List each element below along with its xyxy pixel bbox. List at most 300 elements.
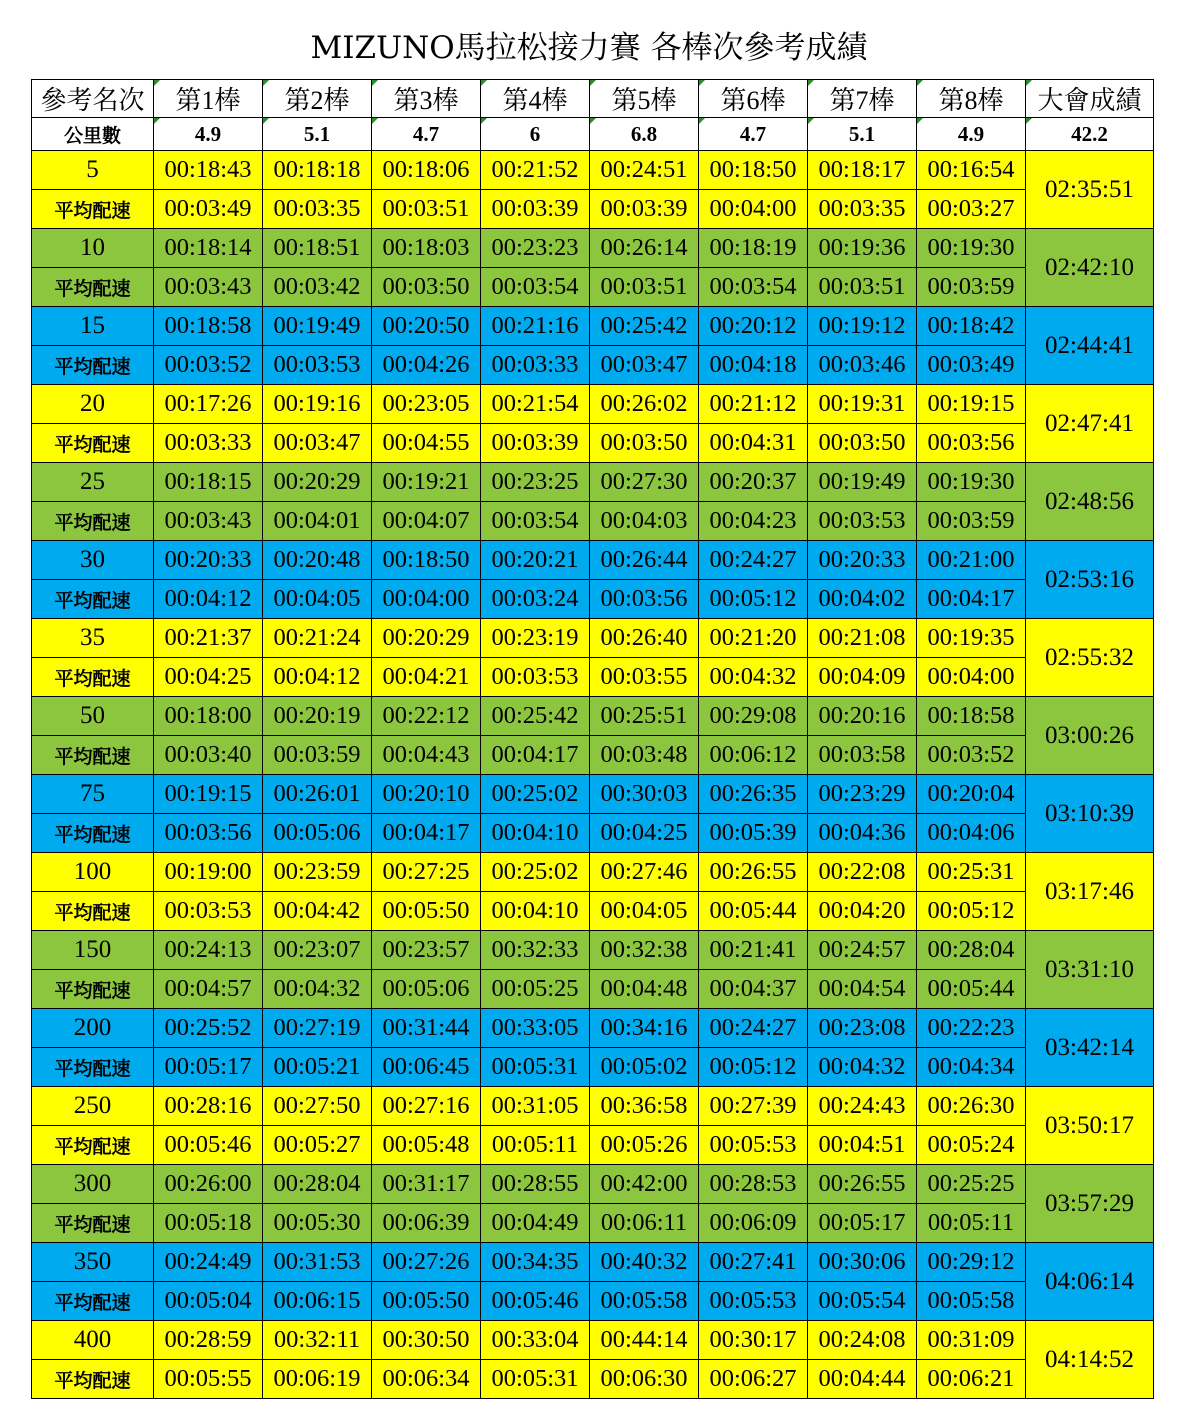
leg-time-cell: 00:21:24 [263, 619, 372, 658]
rank-pace-row [32, 736, 1154, 775]
header-cell: 第6棒 [699, 80, 808, 118]
pace-cell: 00:04:32 [808, 1048, 917, 1087]
pace-label: 平均配速 [32, 424, 154, 463]
rank-cell: 35 [32, 619, 154, 658]
rank-time-row [32, 229, 1154, 268]
pace-cell: 00:05:46 [481, 1282, 590, 1321]
header-cell: 第1棒 [154, 80, 263, 118]
rank-cell: 15 [32, 307, 154, 346]
pace-cell: 00:03:53 [263, 346, 372, 385]
distance-cell: 42.2 [1026, 118, 1154, 151]
leg-time-cell: 00:28:16 [154, 1087, 263, 1126]
rank-cell: 350 [32, 1243, 154, 1282]
rank-cell: 25 [32, 463, 154, 502]
pace-cell: 00:03:43 [154, 502, 263, 541]
pace-cell: 00:04:02 [808, 580, 917, 619]
pace-cell: 00:05:12 [699, 580, 808, 619]
leg-time-cell: 00:30:03 [590, 775, 699, 814]
leg-time-cell: 00:25:52 [154, 1009, 263, 1048]
pace-cell: 00:04:32 [699, 658, 808, 697]
pace-cell: 00:04:23 [699, 502, 808, 541]
leg-time-cell: 00:34:35 [481, 1243, 590, 1282]
leg-time-cell: 00:19:12 [808, 307, 917, 346]
leg-time-cell: 00:18:42 [917, 307, 1026, 346]
pace-cell: 00:04:54 [808, 970, 917, 1009]
leg-time-cell: 00:23:23 [481, 229, 590, 268]
leg-time-cell: 00:28:59 [154, 1321, 263, 1360]
pace-cell: 00:05:50 [372, 892, 481, 931]
pace-cell: 00:05:17 [808, 1204, 917, 1243]
leg-time-cell: 00:20:37 [699, 463, 808, 502]
pace-cell: 00:05:24 [917, 1126, 1026, 1165]
pace-cell: 00:05:06 [372, 970, 481, 1009]
pace-cell: 00:03:54 [481, 268, 590, 307]
leg-time-cell: 00:18:18 [263, 151, 372, 190]
pace-cell: 00:05:04 [154, 1282, 263, 1321]
rank-cell: 250 [32, 1087, 154, 1126]
leg-time-cell: 00:18:00 [154, 697, 263, 736]
header-cell: 第5棒 [590, 80, 699, 118]
leg-time-cell: 00:20:16 [808, 697, 917, 736]
pace-cell: 00:04:32 [263, 970, 372, 1009]
pace-cell: 00:03:50 [808, 424, 917, 463]
rank-time-row [32, 1243, 1154, 1282]
pace-cell: 00:04:03 [590, 502, 699, 541]
pace-cell: 00:04:17 [372, 814, 481, 853]
pace-cell: 00:04:05 [263, 580, 372, 619]
rank-cell: 100 [32, 853, 154, 892]
rank-pace-row [32, 970, 1154, 1009]
rank-time-row [32, 1009, 1154, 1048]
leg-time-cell: 00:21:37 [154, 619, 263, 658]
leg-time-cell: 00:23:05 [372, 385, 481, 424]
rank-time-row [32, 541, 1154, 580]
pace-cell: 00:03:43 [154, 268, 263, 307]
leg-time-cell: 00:27:30 [590, 463, 699, 502]
distance-cell: 6.8 [590, 118, 699, 151]
rank-cell: 20 [32, 385, 154, 424]
pace-cell: 00:03:52 [154, 346, 263, 385]
leg-time-cell: 00:31:17 [372, 1165, 481, 1204]
leg-time-cell: 00:23:59 [263, 853, 372, 892]
pace-cell: 00:05:26 [590, 1126, 699, 1165]
pace-cell: 00:04:07 [372, 502, 481, 541]
pace-cell: 00:03:51 [808, 268, 917, 307]
leg-time-cell: 00:20:29 [372, 619, 481, 658]
pace-cell: 00:03:58 [808, 736, 917, 775]
pace-cell: 00:04:48 [590, 970, 699, 1009]
leg-time-cell: 00:31:05 [481, 1087, 590, 1126]
rank-time-row [32, 1165, 1154, 1204]
pace-cell: 00:04:17 [917, 580, 1026, 619]
pace-cell: 00:06:45 [372, 1048, 481, 1087]
pace-cell: 00:04:34 [917, 1048, 1026, 1087]
rank-pace-row [32, 1282, 1154, 1321]
leg-time-cell: 00:32:33 [481, 931, 590, 970]
pace-cell: 00:03:59 [263, 736, 372, 775]
pace-label: 平均配速 [32, 346, 154, 385]
distance-cell: 4.9 [154, 118, 263, 151]
pace-cell: 00:03:53 [481, 658, 590, 697]
total-time-cell: 02:47:41 [1026, 385, 1154, 463]
pace-cell: 00:03:48 [590, 736, 699, 775]
pace-cell: 00:05:27 [263, 1126, 372, 1165]
pace-label: 平均配速 [32, 892, 154, 931]
pace-cell: 00:04:00 [372, 580, 481, 619]
pace-cell: 00:04:43 [372, 736, 481, 775]
leg-time-cell: 00:29:12 [917, 1243, 1026, 1282]
leg-time-cell: 00:18:17 [808, 151, 917, 190]
pace-cell: 00:04:55 [372, 424, 481, 463]
leg-time-cell: 00:28:04 [263, 1165, 372, 1204]
pace-cell: 00:05:58 [917, 1282, 1026, 1321]
leg-time-cell: 00:24:13 [154, 931, 263, 970]
leg-time-cell: 00:19:36 [808, 229, 917, 268]
pace-cell: 00:05:53 [699, 1126, 808, 1165]
pace-label: 平均配速 [32, 268, 154, 307]
leg-time-cell: 00:26:55 [808, 1165, 917, 1204]
pace-cell: 00:05:25 [481, 970, 590, 1009]
pace-cell: 00:06:39 [372, 1204, 481, 1243]
leg-time-cell: 00:18:50 [372, 541, 481, 580]
rank-time-row [32, 619, 1154, 658]
pace-cell: 00:04:51 [808, 1126, 917, 1165]
pace-label: 平均配速 [32, 658, 154, 697]
rank-cell: 300 [32, 1165, 154, 1204]
leg-time-cell: 00:23:07 [263, 931, 372, 970]
rank-cell: 10 [32, 229, 154, 268]
leg-time-cell: 00:33:05 [481, 1009, 590, 1048]
pace-cell: 00:03:59 [917, 268, 1026, 307]
distance-cell: 4.9 [917, 118, 1026, 151]
pace-label: 平均配速 [32, 502, 154, 541]
leg-time-cell: 00:21:08 [808, 619, 917, 658]
leg-time-cell: 00:33:04 [481, 1321, 590, 1360]
header-cell: 第8棒 [917, 80, 1026, 118]
leg-time-cell: 00:24:43 [808, 1087, 917, 1126]
pace-cell: 00:04:49 [481, 1204, 590, 1243]
leg-time-cell: 00:26:00 [154, 1165, 263, 1204]
leg-time-cell: 00:21:00 [917, 541, 1026, 580]
pace-label: 平均配速 [32, 736, 154, 775]
leg-time-cell: 00:19:00 [154, 853, 263, 892]
pace-cell: 00:05:31 [481, 1360, 590, 1399]
leg-time-cell: 00:20:19 [263, 697, 372, 736]
pace-cell: 00:05:02 [590, 1048, 699, 1087]
leg-time-cell: 00:21:20 [699, 619, 808, 658]
total-time-cell: 04:14:52 [1026, 1321, 1154, 1399]
rank-pace-row [32, 892, 1154, 931]
leg-time-cell: 00:20:12 [699, 307, 808, 346]
pace-cell: 00:05:30 [263, 1204, 372, 1243]
leg-time-cell: 00:20:29 [263, 463, 372, 502]
total-time-cell: 03:31:10 [1026, 931, 1154, 1009]
distance-cell: 4.7 [372, 118, 481, 151]
pace-label: 平均配速 [32, 970, 154, 1009]
pace-cell: 00:03:49 [917, 346, 1026, 385]
pace-cell: 00:03:33 [481, 346, 590, 385]
pace-cell: 00:03:39 [481, 190, 590, 229]
pace-cell: 00:05:55 [154, 1360, 263, 1399]
leg-time-cell: 00:20:33 [808, 541, 917, 580]
pace-cell: 00:03:50 [590, 424, 699, 463]
leg-time-cell: 00:18:43 [154, 151, 263, 190]
leg-time-cell: 00:20:50 [372, 307, 481, 346]
leg-time-cell: 00:27:26 [372, 1243, 481, 1282]
leg-time-cell: 00:26:35 [699, 775, 808, 814]
pace-cell: 00:04:00 [917, 658, 1026, 697]
pace-cell: 00:03:42 [263, 268, 372, 307]
pace-cell: 00:06:27 [699, 1360, 808, 1399]
distance-cell: 5.1 [263, 118, 372, 151]
leg-time-cell: 00:26:01 [263, 775, 372, 814]
leg-time-cell: 00:22:12 [372, 697, 481, 736]
leg-time-cell: 00:32:11 [263, 1321, 372, 1360]
leg-time-cell: 00:23:25 [481, 463, 590, 502]
leg-time-cell: 00:25:51 [590, 697, 699, 736]
leg-time-cell: 00:18:58 [154, 307, 263, 346]
total-time-cell: 04:06:14 [1026, 1243, 1154, 1321]
leg-time-cell: 00:26:02 [590, 385, 699, 424]
pace-cell: 00:03:35 [808, 190, 917, 229]
pace-cell: 00:03:33 [154, 424, 263, 463]
pace-cell: 00:05:21 [263, 1048, 372, 1087]
distance-cell: 5.1 [808, 118, 917, 151]
leg-time-cell: 00:26:40 [590, 619, 699, 658]
pace-cell: 00:03:52 [917, 736, 1026, 775]
leg-time-cell: 00:19:15 [154, 775, 263, 814]
pace-cell: 00:05:11 [481, 1126, 590, 1165]
pace-cell: 00:04:18 [699, 346, 808, 385]
leg-time-cell: 00:22:23 [917, 1009, 1026, 1048]
total-time-cell: 03:00:26 [1026, 697, 1154, 775]
leg-time-cell: 00:19:30 [917, 229, 1026, 268]
pace-cell: 00:05:12 [699, 1048, 808, 1087]
leg-time-cell: 00:20:10 [372, 775, 481, 814]
leg-time-cell: 00:28:53 [699, 1165, 808, 1204]
pace-cell: 00:03:59 [917, 502, 1026, 541]
rank-pace-row [32, 346, 1154, 385]
leg-time-cell: 00:23:29 [808, 775, 917, 814]
rank-cell: 400 [32, 1321, 154, 1360]
total-time-cell: 03:17:46 [1026, 853, 1154, 931]
leg-time-cell: 00:18:06 [372, 151, 481, 190]
page-title: MIZUNO馬拉松接力賽 各棒次參考成績 [310, 30, 868, 66]
leg-time-cell: 00:25:02 [481, 853, 590, 892]
pace-cell: 00:05:17 [154, 1048, 263, 1087]
leg-time-cell: 00:20:48 [263, 541, 372, 580]
pace-cell: 00:03:47 [263, 424, 372, 463]
rank-pace-row [32, 424, 1154, 463]
pace-cell: 00:04:26 [372, 346, 481, 385]
total-time-cell: 03:42:14 [1026, 1009, 1154, 1087]
pace-cell: 00:03:39 [481, 424, 590, 463]
leg-time-cell: 00:24:08 [808, 1321, 917, 1360]
rank-time-row [32, 697, 1154, 736]
header-cell: 第3棒 [372, 80, 481, 118]
rank-time-row [32, 1087, 1154, 1126]
rank-cell: 75 [32, 775, 154, 814]
leg-time-cell: 00:18:50 [699, 151, 808, 190]
total-time-cell: 02:44:41 [1026, 307, 1154, 385]
pace-label: 平均配速 [32, 1204, 154, 1243]
leg-time-cell: 00:19:16 [263, 385, 372, 424]
pace-cell: 00:06:19 [263, 1360, 372, 1399]
rank-cell: 50 [32, 697, 154, 736]
rank-time-row [32, 307, 1154, 346]
distance-cell: 4.7 [699, 118, 808, 151]
pace-cell: 00:03:35 [263, 190, 372, 229]
pace-label: 平均配速 [32, 1360, 154, 1399]
leg-time-cell: 00:31:53 [263, 1243, 372, 1282]
pace-cell: 00:06:30 [590, 1360, 699, 1399]
pace-cell: 00:03:54 [699, 268, 808, 307]
leg-time-cell: 00:27:19 [263, 1009, 372, 1048]
pace-cell: 00:03:51 [372, 190, 481, 229]
pace-cell: 00:05:44 [699, 892, 808, 931]
total-time-cell: 02:42:10 [1026, 229, 1154, 307]
leg-time-cell: 00:23:08 [808, 1009, 917, 1048]
leg-time-cell: 00:21:16 [481, 307, 590, 346]
pace-cell: 00:04:36 [808, 814, 917, 853]
rank-time-row [32, 931, 1154, 970]
leg-time-cell: 00:19:30 [917, 463, 1026, 502]
pace-cell: 00:04:06 [917, 814, 1026, 853]
total-time-cell: 02:48:56 [1026, 463, 1154, 541]
pace-cell: 00:05:50 [372, 1282, 481, 1321]
leg-time-cell: 00:20:04 [917, 775, 1026, 814]
results-table [31, 79, 1154, 1399]
pace-cell: 00:04:31 [699, 424, 808, 463]
leg-time-cell: 00:26:44 [590, 541, 699, 580]
rank-cell: 200 [32, 1009, 154, 1048]
leg-time-cell: 00:32:38 [590, 931, 699, 970]
pace-cell: 00:03:50 [372, 268, 481, 307]
leg-time-cell: 00:23:57 [372, 931, 481, 970]
leg-time-cell: 00:29:08 [699, 697, 808, 736]
pace-cell: 00:05:53 [699, 1282, 808, 1321]
pace-label: 平均配速 [32, 814, 154, 853]
pace-cell: 00:04:10 [481, 814, 590, 853]
pace-cell: 00:03:56 [917, 424, 1026, 463]
leg-time-cell: 00:31:44 [372, 1009, 481, 1048]
pace-cell: 00:06:09 [699, 1204, 808, 1243]
pace-cell: 00:03:24 [481, 580, 590, 619]
pace-cell: 00:04:17 [481, 736, 590, 775]
pace-cell: 00:04:44 [808, 1360, 917, 1399]
pace-label: 平均配速 [32, 1048, 154, 1087]
rank-pace-row [32, 268, 1154, 307]
pace-cell: 00:03:39 [590, 190, 699, 229]
rank-pace-row [32, 502, 1154, 541]
pace-cell: 00:04:25 [590, 814, 699, 853]
leg-time-cell: 00:19:31 [808, 385, 917, 424]
pace-cell: 00:06:21 [917, 1360, 1026, 1399]
pace-cell: 00:05:18 [154, 1204, 263, 1243]
pace-label: 平均配速 [32, 1282, 154, 1321]
header-row [32, 80, 1154, 118]
leg-time-cell: 00:25:42 [590, 307, 699, 346]
leg-time-cell: 00:28:04 [917, 931, 1026, 970]
pace-cell: 00:04:12 [263, 658, 372, 697]
pace-cell: 00:04:20 [808, 892, 917, 931]
pace-cell: 00:04:10 [481, 892, 590, 931]
pace-cell: 00:04:21 [372, 658, 481, 697]
distance-label: 公里數 [32, 118, 154, 151]
pace-label: 平均配速 [32, 580, 154, 619]
pace-cell: 00:03:54 [481, 502, 590, 541]
leg-time-cell: 00:19:35 [917, 619, 1026, 658]
pace-cell: 00:04:00 [699, 190, 808, 229]
leg-time-cell: 00:21:12 [699, 385, 808, 424]
leg-time-cell: 00:25:42 [481, 697, 590, 736]
leg-time-cell: 00:24:27 [699, 1009, 808, 1048]
rank-cell: 30 [32, 541, 154, 580]
header-cell: 第2棒 [263, 80, 372, 118]
header-cell: 參考名次 [32, 80, 154, 118]
total-time-cell: 02:35:51 [1026, 151, 1154, 229]
pace-cell: 00:04:12 [154, 580, 263, 619]
pace-cell: 00:04:42 [263, 892, 372, 931]
rank-pace-row [32, 580, 1154, 619]
rank-time-row [32, 463, 1154, 502]
distance-row [32, 118, 1154, 151]
pace-cell: 00:03:56 [154, 814, 263, 853]
rank-pace-row [32, 190, 1154, 229]
pace-cell: 00:03:51 [590, 268, 699, 307]
total-time-cell: 03:50:17 [1026, 1087, 1154, 1165]
leg-time-cell: 00:27:46 [590, 853, 699, 892]
leg-time-cell: 00:21:52 [481, 151, 590, 190]
rank-time-row [32, 1321, 1154, 1360]
leg-time-cell: 00:18:14 [154, 229, 263, 268]
leg-time-cell: 00:31:09 [917, 1321, 1026, 1360]
pace-label: 平均配速 [32, 1126, 154, 1165]
pace-cell: 00:04:25 [154, 658, 263, 697]
rank-pace-row [32, 1048, 1154, 1087]
rank-pace-row [32, 814, 1154, 853]
total-time-cell: 03:10:39 [1026, 775, 1154, 853]
leg-time-cell: 00:44:14 [590, 1321, 699, 1360]
pace-cell: 00:05:39 [699, 814, 808, 853]
leg-time-cell: 00:24:51 [590, 151, 699, 190]
pace-cell: 00:05:48 [372, 1126, 481, 1165]
leg-time-cell: 00:26:55 [699, 853, 808, 892]
distance-cell: 6 [481, 118, 590, 151]
pace-cell: 00:04:01 [263, 502, 372, 541]
pace-cell: 00:05:06 [263, 814, 372, 853]
rank-cell: 5 [32, 151, 154, 190]
leg-time-cell: 00:24:49 [154, 1243, 263, 1282]
leg-time-cell: 00:23:19 [481, 619, 590, 658]
leg-time-cell: 00:24:57 [808, 931, 917, 970]
total-time-cell: 02:55:32 [1026, 619, 1154, 697]
leg-time-cell: 00:25:25 [917, 1165, 1026, 1204]
leg-time-cell: 00:26:30 [917, 1087, 1026, 1126]
pace-cell: 00:04:57 [154, 970, 263, 1009]
total-time-cell: 03:57:29 [1026, 1165, 1154, 1243]
header-cell: 第7棒 [808, 80, 917, 118]
pace-cell: 00:05:58 [590, 1282, 699, 1321]
leg-time-cell: 00:20:21 [481, 541, 590, 580]
leg-time-cell: 00:40:32 [590, 1243, 699, 1282]
pace-cell: 00:03:46 [808, 346, 917, 385]
rank-time-row [32, 151, 1154, 190]
header-cell: 第4棒 [481, 80, 590, 118]
leg-time-cell: 00:27:39 [699, 1087, 808, 1126]
total-time-cell: 02:53:16 [1026, 541, 1154, 619]
leg-time-cell: 00:17:26 [154, 385, 263, 424]
